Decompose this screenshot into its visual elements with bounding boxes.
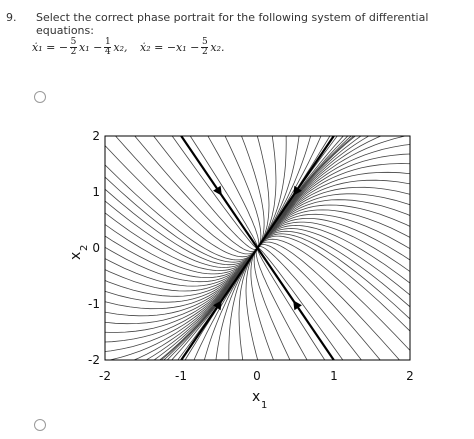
eq2-frac1-num: 5 (202, 37, 208, 47)
x-tick-label: 2 (406, 369, 414, 383)
trajectory (102, 69, 257, 250)
trajectory (14, 183, 258, 282)
x-tick-label: -1 (175, 369, 187, 383)
x-tick-label: 0 (253, 369, 261, 383)
trajectory (80, 69, 258, 252)
x-axis-label-sub: 1 (261, 400, 268, 411)
trajectory (258, 131, 474, 248)
trajectory (258, 222, 474, 346)
eq1-frac1-num: 5 (70, 37, 77, 47)
trajectory (258, 143, 474, 248)
trajectory (14, 248, 261, 427)
eq1-term2: x₂, (113, 41, 128, 54)
y-tick-label: 0 (92, 241, 100, 255)
y-axis-label-sub: 2 (79, 244, 90, 251)
trajectory (14, 85, 258, 262)
y-tick-label: -1 (88, 297, 100, 311)
eq2-term1: x₂. (210, 41, 225, 54)
y-tick-label: -2 (88, 353, 100, 367)
x-axis-label (252, 389, 267, 411)
trajectory (258, 205, 474, 281)
y-axis-label (68, 245, 90, 260)
x-tick-label: 1 (330, 369, 338, 383)
trajectory (258, 247, 413, 428)
trajectory (258, 236, 474, 427)
trajectory (258, 229, 474, 379)
trajectory (14, 101, 258, 264)
trajectory (36, 69, 258, 257)
y-axis-label-main: x (68, 251, 84, 260)
trajectory (191, 69, 261, 248)
eq1-lhs: ẋ₁ = − (32, 41, 69, 54)
eq1-frac1-den: 2 (70, 47, 77, 57)
trajectory (14, 215, 258, 291)
eq2-frac1-den: 2 (202, 47, 208, 57)
trajectory (14, 134, 258, 271)
x-axis-label-main: x (252, 389, 261, 405)
trajectory (258, 69, 277, 248)
question-number: 9. (6, 11, 17, 24)
eq1-frac2-num: 1 (105, 37, 111, 47)
trajectory (124, 69, 257, 248)
trajectory (258, 231, 474, 394)
y-tick-label: 2 (92, 129, 100, 143)
trajectory (258, 214, 474, 313)
trajectory (257, 248, 368, 427)
trajectory (258, 245, 436, 428)
trajectory (147, 69, 258, 248)
trajectory (258, 225, 474, 362)
trajectory (258, 239, 474, 427)
y-tick-label: 1 (92, 185, 100, 199)
trajectory (258, 248, 391, 427)
x-tick-label: -2 (99, 369, 111, 383)
eq2-lhs: ẋ₂ = −x₁ − (140, 41, 200, 54)
x-ticks (99, 369, 414, 383)
trajectory (14, 150, 258, 274)
question-prompt: Select the correct phase portrait for the following system of differential equations: (36, 11, 429, 37)
eq1-frac2-den: 4 (105, 47, 111, 57)
eq1-term1: x₁ − (79, 41, 103, 54)
